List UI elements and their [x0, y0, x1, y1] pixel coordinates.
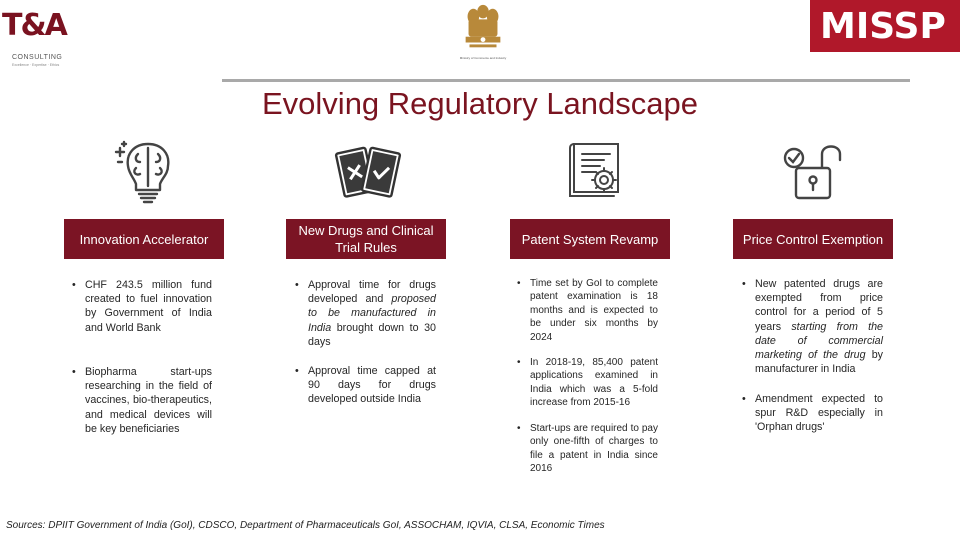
bullet-patent-2: [517, 356, 658, 410]
bullet-price-1: [742, 277, 883, 376]
column-header-innovation: Innovation Accelerator: [64, 219, 224, 259]
bullet-dot-icon: •: [517, 423, 521, 434]
column-header-price-control: Price Control Exemption: [733, 219, 893, 259]
bullet-text: brought down to 30 days: [308, 321, 436, 348]
ta-consulting-logo: [0, 6, 80, 68]
unlocked-padlock-icon: [778, 138, 850, 206]
bullet-text: Amendment expected to spur R&D especially in 'Orphan drugs': [755, 393, 883, 434]
approval-cards-icon: [332, 138, 404, 206]
bullet-dot-icon: •: [517, 357, 521, 368]
missp-logo-text: MISSP: [820, 6, 946, 47]
page-title: Evolving Regulatory Landscape: [262, 86, 698, 121]
bullet-text: Approval time capped at 90 days for drugs developed outside India: [308, 365, 436, 406]
bullet-text: New patented drugs are exempted from price control for a period of 5 years: [755, 278, 883, 333]
emblem-caption: Ministry of Commerce and Industry: [459, 56, 507, 60]
sources-footnote: Sources: DPIIT Government of India (GoI), CDSCO, Department of Pharmaceuticals GoI, ASSOCHAM, IQVIA, CLSA, Economic Times: [6, 520, 605, 531]
bullet-dot-icon: •: [295, 279, 299, 291]
bullet-innovation-1: [72, 278, 212, 335]
column-header-new-drugs: New Drugs and Clinical Trial Rules: [286, 219, 446, 259]
bullet-dot-icon: •: [72, 366, 76, 378]
ta-logo-tagline: Excellence · Expertise · Ethics: [12, 63, 60, 67]
header-divider: [222, 79, 910, 82]
bullet-patent-3: [517, 422, 658, 476]
ta-logo-text: T&A: [2, 8, 66, 43]
patent-certificate-icon: [560, 138, 632, 206]
missp-logo: [810, 0, 960, 52]
bullet-text: In 2018-19, 85,400 patent applications examined in India which was a 5-fold increase from 2015-16: [530, 357, 658, 409]
bullet-dot-icon: •: [72, 279, 76, 291]
bullet-price-2: [742, 392, 883, 435]
ta-logo-subtitle: CONSULTING: [12, 54, 63, 61]
bullet-new-drugs-1: [295, 278, 436, 349]
national-emblem-logo: [455, 2, 511, 62]
bullet-dot-icon: •: [742, 278, 746, 290]
column-header-patent: Patent System Revamp: [510, 219, 670, 259]
brain-bulb-icon: [112, 138, 184, 206]
lion-capital-icon: [455, 2, 511, 56]
bullet-text: starting from the date of commercial marketing of the drug: [755, 320, 883, 362]
bullet-innovation-2: [72, 365, 212, 436]
bullet-dot-icon: •: [517, 278, 521, 289]
bullet-text: Approval time for drugs developed and: [308, 279, 436, 306]
bullet-text: Start-ups are required to pay only one-fifth of charges to file a patent in India since 2016: [530, 423, 658, 475]
bullet-text: by manufacturer in India: [755, 349, 883, 376]
bullet-dot-icon: •: [295, 365, 299, 377]
bullet-dot-icon: •: [742, 393, 746, 405]
bullet-new-drugs-2: [295, 364, 436, 407]
bullet-text: CHF 243.5 million fund created to fuel innovation by Government of India and World Bank: [85, 279, 212, 334]
bullet-text: Time set by GoI to complete patent examination is 18 months and is expected to be under six months by 2024: [530, 278, 658, 343]
bullet-text: Biopharma start-ups researching in the field of vaccines, bio-therapeutics, and medical devices will be key beneficiaries: [85, 366, 212, 435]
bullet-patent-1: [517, 277, 658, 344]
bullet-text: proposed to be manufactured in India: [308, 293, 436, 334]
